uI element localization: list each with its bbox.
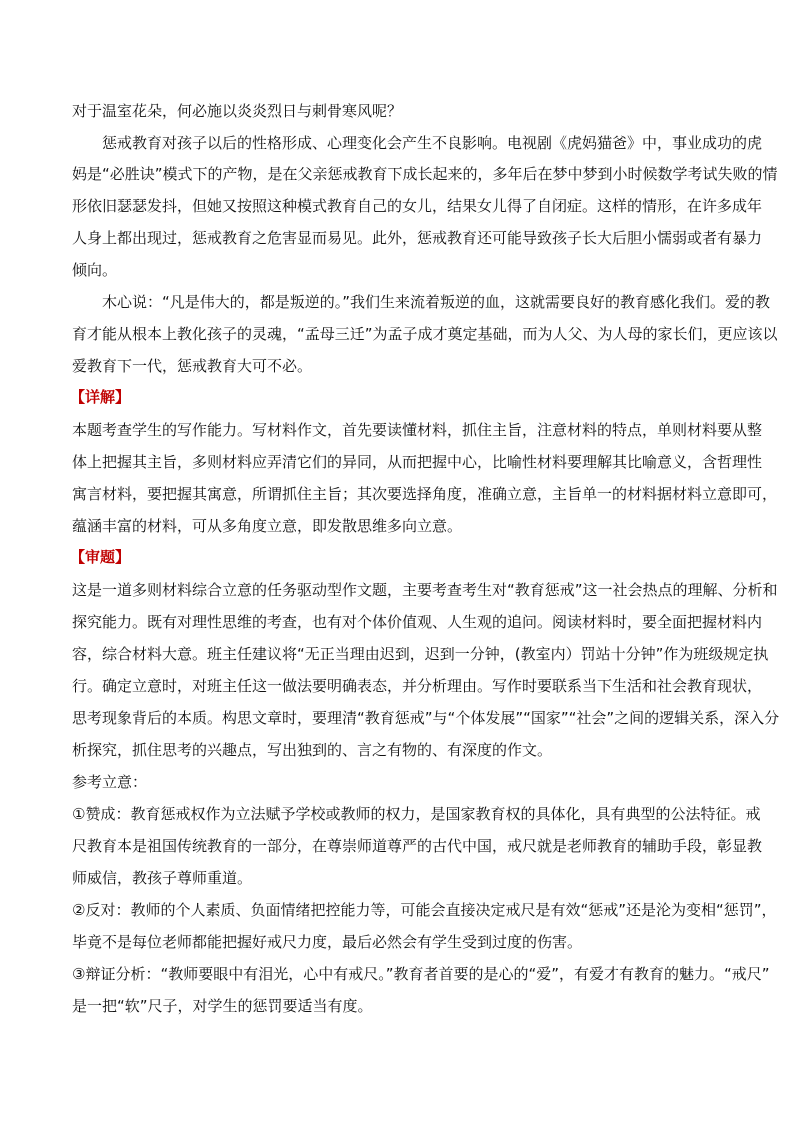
text-line: 析探究，抓住思考的兴趣点，写出独到的、言之有物的、有深度的作文。 <box>72 741 553 759</box>
text-line: 蕴涵丰富的材料，可从多角度立意，即发散思维多向立意。 <box>72 517 463 535</box>
text-line: 倾向。 <box>72 261 118 279</box>
section-heading-review: 【审题】 <box>70 548 131 566</box>
text-line: 毕竟不是每位老师都能把握好戒尺力度，最后必然会有学生受到过度的伤害。 <box>72 933 583 951</box>
text-line: 行。确定立意时，对班主任这一做法要明确表态，并分析理由。写作时要联系当下生活和社会教育现状， <box>72 677 763 695</box>
text-line: 思考现象背后的本质。构思文章时，要理清“教育惩戒”与“个体发展”“国家”“社会”之间的逻辑关系，深入分 <box>72 709 780 727</box>
text-line: 寓言材料，要把握其寓意，所谓抓住主旨；其次要选择角度，准确立意，主旨单一的材料据材料立意即可， <box>72 485 778 503</box>
text-line: 爱教育下一代，惩戒教育大可不必。 <box>72 357 313 375</box>
text-line: 人身上都出现过，惩戒教育之危害显而易见。此外，惩戒教育还可能导致孩子长大后胆小懦弱或者有暴力 <box>72 229 763 247</box>
text-line: 尺教育本是祖国传统教育的一部分，在尊崇师道尊严的古代中国，戒尺就是老师教育的辅助手段，彰显教 <box>72 837 763 855</box>
text-line: 师威信，教孩子尊师重道。 <box>72 869 253 887</box>
text-line: 参考立意： <box>72 773 148 791</box>
text-line: 这是一道多则材料综合立意的任务驱动型作文题，主要考查考生对“教育惩戒”这一社会热点的理解、分析和 <box>72 581 778 599</box>
text-line: 本题考查学生的写作能力。写材料作文，首先要读懂材料，抓住主旨，注意材料的特点，单则材料要从整 <box>72 421 763 439</box>
text-line: ③辩证分析：“教师要眼中有泪光，心中有戒尺。”教育者首要的是心的“爱”，有爱才有教育的魅力。“戒尺” <box>72 965 770 983</box>
section-heading-detail: 【详解】 <box>70 388 131 406</box>
text-line: 育才能从根本上教化孩子的灵魂，“孟母三迁”为孟子成才奠定基础，而为人父、为人母的家长们，更应该以 <box>72 325 778 343</box>
text-line: ①赞成：教育惩戒权作为立法赋予学校或教师的权力，是国家教育权的具体化，具有典型的公法特征。戒 <box>72 805 761 823</box>
text-line: ②反对：教师的个人素质、负面情绪把控能力等，可能会直接决定戒尺是有效“惩戒”还是沦为变相“惩罚”， <box>72 901 777 919</box>
text-line: 体上把握其主旨，多则材料应弄清它们的异同，从而把握中心，比喻性材料要理解其比喻意义，含哲理性 <box>72 453 763 471</box>
text-line: 惩戒教育对孩子以后的性格形成、心理变化会产生不良影响。电视剧《虎妈猫爸》中，事业成功的虎 <box>102 134 763 152</box>
text-line: 妈是“必胜诀”模式下的产物，是在父亲惩戒教育下成长起来的，多年后在梦中梦到小时候数学考试失败的情 <box>72 165 778 183</box>
text-line: 木心说：“凡是伟大的，都是叛逆的。”我们生来流着叛逆的血，这就需要良好的教育感化我们。爱的教 <box>102 293 771 311</box>
text-line: 容，综合材料大意。班主任建议将“无正当理由迟到，迟到一分钟，(教室内）罚站十分钟”作为班级规定执 <box>72 645 769 663</box>
text-line: 探究能力。既有对理性思维的考查，也有对个体价值观、人生观的追问。阅读材料时，要全面把握材料内 <box>72 613 763 631</box>
text-line: 形依旧瑟瑟发抖，但她又按照这种模式教育自己的女儿，结果女儿得了自闭症。这样的情形，在许多成年 <box>72 197 763 215</box>
text-line: 对于温室花朵，何必施以炎炎烈日与刺骨寒风呢？ <box>72 102 403 120</box>
text-line: 是一把“软”尺子，对学生的惩罚要适当有度。 <box>72 997 373 1015</box>
